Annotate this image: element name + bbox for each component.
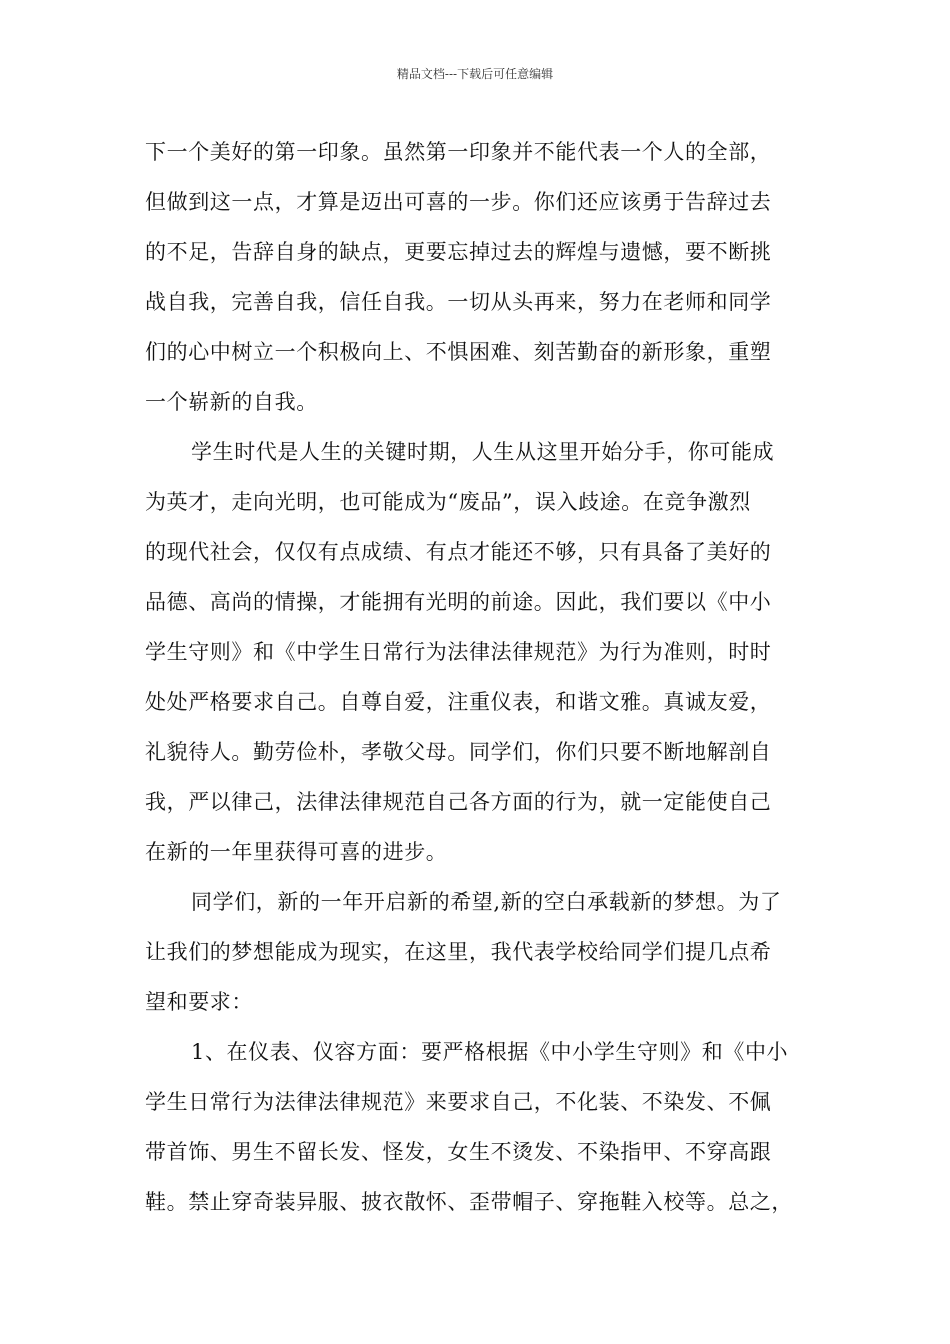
text-line: 礼貌待人。勤劳俭朴，孝敬父母。同学们，你们只要不断地解剖自 (145, 740, 772, 764)
text-line: 处处严格要求自己。自尊自爱，注重仪表，和谐文雅。真诚友爱， (145, 690, 772, 714)
text-line: 我，严以律己，法律法律规范自己各方面的行为，就一定能使自己 (145, 790, 772, 814)
text-line: 战自我，完善自我，信任自我。一切从头再来，努力在老师和同学 (145, 290, 772, 314)
text-line: 望和要求： (145, 990, 253, 1014)
text-line: 鞋。禁止穿奇装异服、披衣散怀、歪带帽子、穿拖鞋入校等。总之， (145, 1190, 793, 1214)
text-line: 在新的一年里获得可喜的进步。 (145, 840, 448, 864)
paragraph-2 (145, 427, 807, 877)
text-line: 同学们，新的一年开启新的希望,新的空白承载新的梦想。为了 (191, 890, 782, 914)
paragraph-3 (145, 877, 807, 1027)
text-line: 学生守则》和《中学生日常行为法律法律规范》为行为准则，时时 (145, 640, 772, 664)
text-line: 带首饰、男生不留长发、怪发，女生不烫发、不染指甲、不穿高跟 (145, 1140, 772, 1164)
document-body (145, 127, 807, 1227)
paragraph-1 (145, 127, 807, 427)
text-line: 学生时代是人生的关键时期，人生从这里开始分手，你可能成 (191, 440, 775, 464)
text-line: 一个崭新的自我。 (145, 390, 318, 414)
paragraph-4 (145, 1027, 807, 1227)
text-line: 1、在仪表、仪容方面：要严格根据《中小学生守则》和《中小 (191, 1040, 789, 1064)
text-line: 的不足，告辞自身的缺点，更要忘掉过去的辉煌与遗憾，要不断挑 (145, 240, 772, 264)
page-header: 精品文档---下载后可任意编辑 (396, 67, 554, 81)
text-line: 让我们的梦想能成为现实，在这里，我代表学校给同学们提几点希 (145, 940, 772, 964)
text-line: 但做到这一点，才算是迈出可喜的一步。你们还应该勇于告辞过去 (145, 190, 772, 214)
text-line: 品德、高尚的情操，才能拥有光明的前途。因此，我们要以《中小 (145, 590, 772, 614)
text-line: 下一个美好的第一印象。虽然第一印象并不能代表一个人的全部， (145, 140, 772, 164)
text-line: 的现代社会，仅仅有点成绩、有点才能还不够，只有具备了美好的 (145, 540, 772, 564)
text-line: 学生日常行为法律法律规范》来要求自己，不化装、不染发、不佩 (145, 1090, 772, 1114)
text-line: 们的心中树立一个积极向上、不惧困难、刻苦勤奋的新形象，重塑 (145, 340, 772, 364)
text-line: 为英才，走向光明，也可能成为“废品”，误入歧途。在竞争激烈 (145, 490, 751, 514)
